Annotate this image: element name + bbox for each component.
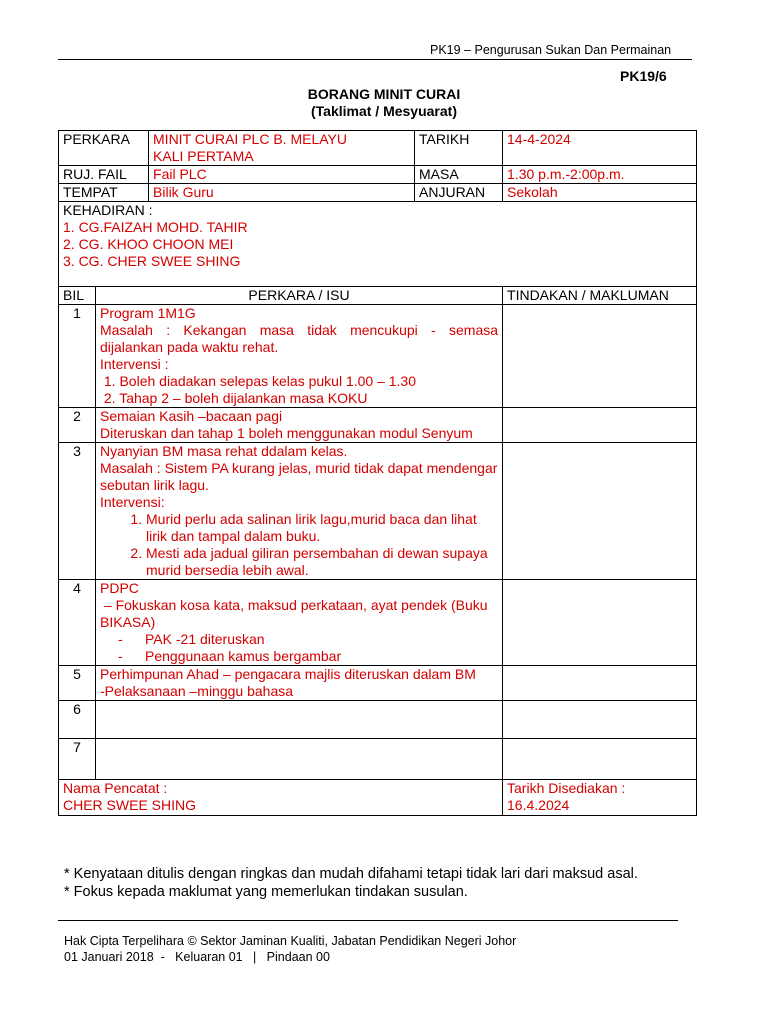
item-line: 2. Tahap 2 – boleh dijalankan masa KOKU (100, 390, 368, 406)
item-line: Intervensi: (100, 494, 165, 510)
kehadiran-label: KEHADIRAN : (63, 202, 153, 218)
running-header: PK19 – Pengurusan Sukan Dan Permainan (430, 43, 672, 57)
item-number: 5 (59, 666, 96, 701)
item-line: -Pelaksanaan –minggu bahasa (100, 683, 294, 699)
item-text (96, 580, 503, 666)
anjuran-label: ANJURAN (415, 184, 503, 202)
item-line: PDPC (100, 580, 139, 596)
header-divider (58, 59, 692, 60)
table-row (59, 443, 697, 580)
disediakan-date: 16.4.2024 (507, 797, 570, 813)
perkara-line-2: KALI PERTAMA (153, 148, 254, 164)
table-row (59, 408, 697, 443)
footer-edition: 01 Januari 2018 - Keluaran 01 | Pindaan 00 (64, 950, 330, 964)
item-line: Masalah : Kekangan masa tidak mencukupi - semasa dijalankan pada waktu rehat. (100, 322, 499, 355)
note-line: * Fokus kepada maklumat yang memerlukan tindakan susulan. (64, 884, 468, 900)
item-text (96, 408, 503, 443)
pencatat-name: CHER SWEE SHING (63, 797, 197, 813)
tarikh-label: TARIKH (415, 131, 503, 166)
pencatat-cell (59, 780, 503, 816)
item-action (503, 443, 697, 580)
intervention-list (100, 511, 498, 579)
item-line: Nyanyian BM masa rehat ddalam kelas. (100, 443, 348, 459)
item-line: Diteruskan dan tahap 1 boleh menggunakan modul Senyum (100, 425, 473, 441)
row-tempat (59, 184, 697, 202)
footer-divider (58, 920, 678, 921)
table-row (59, 666, 697, 701)
item-line: – Fokuskan kosa kata, maksud perkataan, ayat pendek (Buku BIKASA) (100, 597, 492, 630)
table-row (59, 580, 697, 666)
item-line: Program 1M1G (100, 305, 196, 321)
kehadiran-cell (59, 202, 697, 287)
signoff-row (59, 780, 697, 816)
item-line: Perhimpunan Ahad – pengacara majlis diteruskan dalam BM (100, 666, 476, 682)
col-tindakan: TINDAKAN / MAKLUMAN (503, 287, 697, 305)
rujfail-value: Fail PLC (149, 166, 415, 184)
list-item: - Penggunaan kamus bergambar (118, 648, 342, 664)
list-item: - PAK -21 diteruskan (118, 631, 265, 647)
table-row (59, 701, 697, 739)
item-text (96, 701, 503, 739)
item-action (503, 701, 697, 739)
form-title: BORANG MINIT CURAI (307, 86, 461, 102)
note-line: * Kenyataan ditulis dengan ringkas dan mudah difahami tetapi tidak lari dari maksud asal. (64, 866, 638, 882)
disediakan-label: Tarikh Disediakan : (507, 780, 626, 796)
anjuran-value: Sekolah (503, 184, 697, 202)
attendee: 2. CG. KHOO CHOON MEI (63, 236, 234, 252)
footer-copyright: Hak Cipta Terpelihara © Sektor Jaminan Kualiti, Jabatan Pendidikan Negeri Johor (64, 934, 517, 948)
item-number: 7 (59, 739, 96, 780)
table-row (59, 739, 697, 780)
item-line: Intervensi : (100, 356, 169, 372)
item-text (96, 443, 503, 580)
item-line: 1. Boleh diadakan selepas kelas pukul 1.00 – 1.30 (100, 373, 417, 389)
item-action (503, 305, 697, 408)
list-item: 2. Mesti ada jadual giliran persembahan di dewan supaya murid bersedia lebih awal. (146, 545, 498, 579)
item-text (96, 739, 503, 780)
item-line: Semaian Kasih –bacaan pagi (100, 408, 283, 424)
pencatat-label: Nama Pencatat : (63, 780, 168, 796)
attendee: 1. CG.FAIZAH MOHD. TAHIR (63, 219, 248, 235)
rujfail-label: RUJ. FAIL (59, 166, 149, 184)
col-bil: BIL (59, 287, 96, 305)
item-action (503, 408, 697, 443)
item-action (503, 739, 697, 780)
item-action (503, 580, 697, 666)
item-action (503, 666, 697, 701)
row-kehadiran (59, 202, 697, 287)
tempat-label: TEMPAT (59, 184, 149, 202)
perkara-label: PERKARA (59, 131, 149, 166)
item-line: Masalah : Sistem PA kurang jelas, murid tidak dapat mendengar sebutan lirik lagu. (100, 460, 498, 493)
row-perkara (59, 131, 697, 166)
perkara-value (149, 131, 415, 166)
minutes-table (58, 130, 697, 816)
item-text (96, 666, 503, 701)
item-number: 6 (59, 701, 96, 739)
item-number: 1 (59, 305, 96, 408)
perkara-line-1: MINIT CURAI PLC B. MELAYU (153, 131, 347, 147)
item-number: 3 (59, 443, 96, 580)
masa-value: 1.30 p.m.-2:00p.m. (503, 166, 697, 184)
attendee: 3. CG. CHER SWEE SHING (63, 253, 241, 269)
item-number: 4 (59, 580, 96, 666)
tempat-value: Bilik Guru (149, 184, 415, 202)
notes (64, 865, 638, 901)
item-number: 2 (59, 408, 96, 443)
form-code: PK19/6 (620, 68, 667, 84)
list-item: 1. Murid perlu ada salinan lirik lagu,murid baca dan lihat lirik dan tampal dalam buku. (146, 511, 498, 545)
col-perkara-isu: PERKARA / ISU (96, 287, 503, 305)
form-subtitle: (Taklimat / Mesyuarat) (310, 103, 457, 119)
column-header-row (59, 287, 697, 305)
dash-list (100, 631, 498, 665)
disediakan-cell (503, 780, 697, 816)
row-rujfail (59, 166, 697, 184)
table-row (59, 305, 697, 408)
masa-label: MASA (415, 166, 503, 184)
item-text (96, 305, 503, 408)
tarikh-value: 14-4-2024 (503, 131, 697, 166)
